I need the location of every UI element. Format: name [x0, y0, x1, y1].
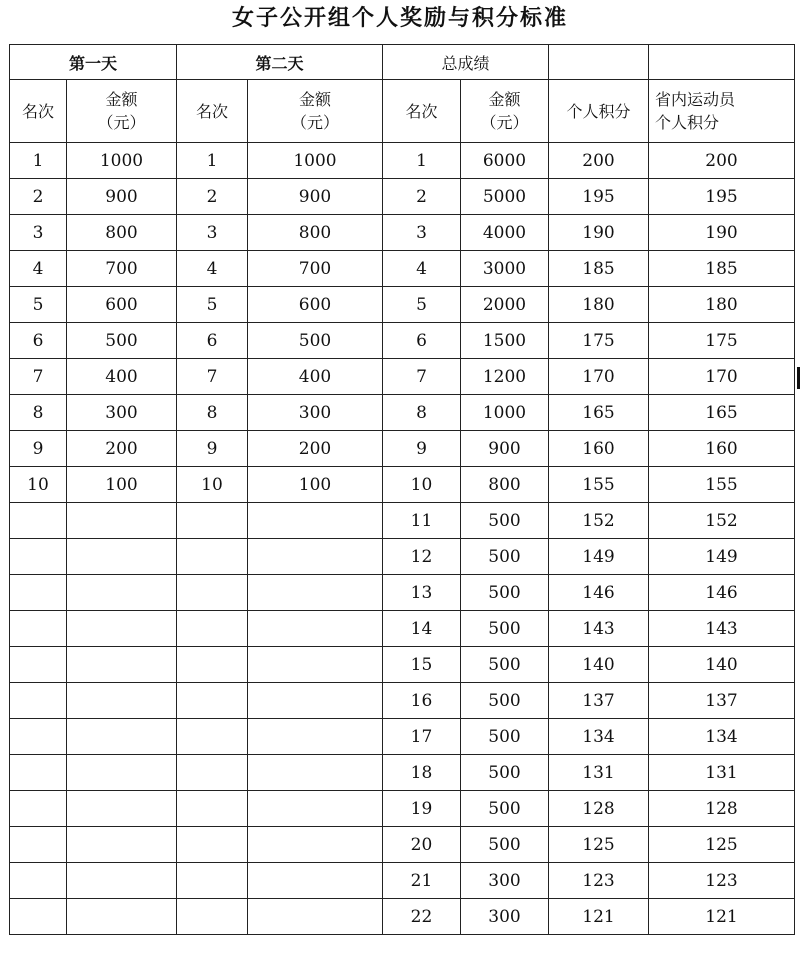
- table-row: [10, 719, 795, 755]
- day1-rank-cell: 5: [10, 287, 67, 323]
- day2-rank-cell: [177, 719, 248, 755]
- total-rank-cell: 17: [383, 719, 461, 755]
- empty-header-cell: [549, 45, 649, 80]
- day1-amount-cell: 300: [67, 395, 177, 431]
- points-cell: 149: [549, 539, 649, 575]
- total-amount-cell: 500: [461, 611, 549, 647]
- day2-amount-cell: 100: [248, 467, 383, 503]
- day1-amount-cell: 900: [67, 179, 177, 215]
- day1-amount-cell: [67, 683, 177, 719]
- total-rank-cell: 12: [383, 539, 461, 575]
- day1-rank-cell: [10, 503, 67, 539]
- day1-rank-cell: 8: [10, 395, 67, 431]
- day1-amount-cell: 800: [67, 215, 177, 251]
- day2-rank-cell: 8: [177, 395, 248, 431]
- provincial-points-cell: 121: [649, 899, 795, 935]
- provincial-points-cell: 131: [649, 755, 795, 791]
- day2-amount-cell: [248, 575, 383, 611]
- total-rank-cell: 8: [383, 395, 461, 431]
- total-rank-cell: 21: [383, 863, 461, 899]
- table-row: [10, 323, 795, 359]
- day2-rank-cell: 6: [177, 323, 248, 359]
- provincial-points-cell: 200: [649, 143, 795, 179]
- total-rank-cell: 3: [383, 215, 461, 251]
- header-row-group: [10, 45, 795, 80]
- total-rank-cell: 10: [383, 467, 461, 503]
- total-rank-cell: 22: [383, 899, 461, 935]
- points-cell: 140: [549, 647, 649, 683]
- points-cell: 137: [549, 683, 649, 719]
- table-row: [10, 287, 795, 323]
- day1-amount-cell: 100: [67, 467, 177, 503]
- day2-amount-cell: 200: [248, 431, 383, 467]
- total-amount-cell: 500: [461, 503, 549, 539]
- table-row: [10, 791, 795, 827]
- day1-amount-cell: [67, 827, 177, 863]
- day2-amount-cell: [248, 719, 383, 755]
- day2-rank-cell: [177, 899, 248, 935]
- day1-rank-cell: [10, 683, 67, 719]
- day2-amount-cell: 500: [248, 323, 383, 359]
- points-cell: 121: [549, 899, 649, 935]
- day1-amount-cell: 600: [67, 287, 177, 323]
- total-header: 总成绩: [383, 45, 549, 80]
- provincial-points-cell: 123: [649, 863, 795, 899]
- day1-rank-cell: [10, 863, 67, 899]
- total-amount-cell: 4000: [461, 215, 549, 251]
- day1-amount-cell: [67, 755, 177, 791]
- table-row: [10, 395, 795, 431]
- points-cell: 123: [549, 863, 649, 899]
- total-amount-cell: 900: [461, 431, 549, 467]
- total-amount-cell: 3000: [461, 251, 549, 287]
- total-amount-cell: 500: [461, 683, 549, 719]
- day1-amount-cell: [67, 647, 177, 683]
- table-row: [10, 575, 795, 611]
- table-row: [10, 683, 795, 719]
- total-amount-cell: 300: [461, 899, 549, 935]
- table-row: [10, 827, 795, 863]
- points-cell: 180: [549, 287, 649, 323]
- day2-amount-cell: [248, 827, 383, 863]
- day2-amount-cell: 900: [248, 179, 383, 215]
- total-rank-cell: 1: [383, 143, 461, 179]
- table-row: [10, 359, 795, 395]
- table-row: [10, 863, 795, 899]
- total-rank-cell: 16: [383, 683, 461, 719]
- day2-amount-cell: 700: [248, 251, 383, 287]
- day2-amount-cell: [248, 863, 383, 899]
- day2-amount-cell: [248, 683, 383, 719]
- day2-rank-cell: 9: [177, 431, 248, 467]
- day1-rank-cell: 10: [10, 467, 67, 503]
- total-rank-cell: 4: [383, 251, 461, 287]
- page-title: 女子公开组个人奖励与积分标准: [231, 6, 568, 31]
- day2-rank-cell: 1: [177, 143, 248, 179]
- total-amount-cell: 5000: [461, 179, 549, 215]
- provincial-points-cell: 134: [649, 719, 795, 755]
- day2-rank-cell: [177, 683, 248, 719]
- total-rank-cell: 9: [383, 431, 461, 467]
- provincial-points-cell: 185: [649, 251, 795, 287]
- day2-amount-cell: [248, 755, 383, 791]
- provincial-points-cell: 195: [649, 179, 795, 215]
- table-row: [10, 503, 795, 539]
- points-cell: 185: [549, 251, 649, 287]
- points-cell: 195: [549, 179, 649, 215]
- points-cell: 134: [549, 719, 649, 755]
- day2-rank-cell: [177, 539, 248, 575]
- points-cell: 160: [549, 431, 649, 467]
- day1-rank-cell: 4: [10, 251, 67, 287]
- total-amount-cell: 800: [461, 467, 549, 503]
- total-amount-cell: 500: [461, 791, 549, 827]
- day1-amount-cell: [67, 791, 177, 827]
- day2-amount-cell: 300: [248, 395, 383, 431]
- day1-rank-cell: [10, 719, 67, 755]
- total-rank-cell: 13: [383, 575, 461, 611]
- day1-rank-cell: 9: [10, 431, 67, 467]
- day2-rank-cell: [177, 791, 248, 827]
- provincial-points-cell: 137: [649, 683, 795, 719]
- table-row: [10, 251, 795, 287]
- day2-amount-cell: 1000: [248, 143, 383, 179]
- total-rank-cell: 15: [383, 647, 461, 683]
- total-amount-cell: 1200: [461, 359, 549, 395]
- day2-rank-cell: [177, 827, 248, 863]
- day1-rank-header: 名次: [10, 80, 67, 143]
- table-row: [10, 647, 795, 683]
- total-amount-cell: 6000: [461, 143, 549, 179]
- total-rank-cell: 14: [383, 611, 461, 647]
- day2-rank-cell: [177, 647, 248, 683]
- day1-rank-cell: [10, 755, 67, 791]
- provincial-points-cell: 175: [649, 323, 795, 359]
- day2-amount-cell: [248, 899, 383, 935]
- total-rank-cell: 7: [383, 359, 461, 395]
- day1-rank-cell: [10, 611, 67, 647]
- provincial-points-cell: 143: [649, 611, 795, 647]
- day1-amount-cell: [67, 899, 177, 935]
- day1-header: 第一天: [10, 45, 177, 80]
- points-cell: 155: [549, 467, 649, 503]
- table-row: [10, 179, 795, 215]
- empty-header-cell: [649, 45, 795, 80]
- table-row: [10, 755, 795, 791]
- header-row-columns: [10, 80, 795, 143]
- day2-amount-cell: [248, 539, 383, 575]
- provincial-points-cell: 155: [649, 467, 795, 503]
- total-rank-cell: 20: [383, 827, 461, 863]
- day2-amount-cell: [248, 647, 383, 683]
- provincial-points-cell: 140: [649, 647, 795, 683]
- day1-amount-cell: 500: [67, 323, 177, 359]
- day1-amount-cell: 400: [67, 359, 177, 395]
- total-rank-header: 名次: [383, 80, 461, 143]
- points-cell: 175: [549, 323, 649, 359]
- day2-amount-cell: [248, 503, 383, 539]
- provincial-points-cell: 146: [649, 575, 795, 611]
- day2-rank-cell: 7: [177, 359, 248, 395]
- day2-rank-cell: [177, 575, 248, 611]
- total-rank-cell: 11: [383, 503, 461, 539]
- day2-rank-cell: [177, 755, 248, 791]
- table-row: [10, 899, 795, 935]
- day2-rank-cell: [177, 611, 248, 647]
- points-cell: 170: [549, 359, 649, 395]
- points-cell: 165: [549, 395, 649, 431]
- day1-amount-cell: [67, 719, 177, 755]
- day2-amount-cell: 400: [248, 359, 383, 395]
- provincial-points-cell: 170: [649, 359, 795, 395]
- day2-rank-cell: 5: [177, 287, 248, 323]
- day2-amount-cell: [248, 611, 383, 647]
- day2-rank-cell: 2: [177, 179, 248, 215]
- total-amount-cell: 500: [461, 719, 549, 755]
- day1-amount-cell: 1000: [67, 143, 177, 179]
- table-row: [10, 467, 795, 503]
- table-row: [10, 215, 795, 251]
- total-amount-cell: 500: [461, 827, 549, 863]
- day1-amount-cell: [67, 539, 177, 575]
- day2-rank-header: 名次: [177, 80, 248, 143]
- provincial-points-cell: 125: [649, 827, 795, 863]
- day1-amount-cell: [67, 575, 177, 611]
- day1-rank-cell: [10, 791, 67, 827]
- points-header: 个人积分: [549, 80, 649, 143]
- total-rank-cell: 6: [383, 323, 461, 359]
- day2-rank-cell: 3: [177, 215, 248, 251]
- day2-amount-cell: [248, 791, 383, 827]
- award-points-table: [9, 44, 795, 935]
- total-amount-cell: 500: [461, 539, 549, 575]
- day1-amount-cell: [67, 503, 177, 539]
- day1-rank-cell: 2: [10, 179, 67, 215]
- points-cell: 190: [549, 215, 649, 251]
- points-cell: 131: [549, 755, 649, 791]
- total-amount-cell: 300: [461, 863, 549, 899]
- day1-amount-cell: 200: [67, 431, 177, 467]
- provincial-points-cell: 190: [649, 215, 795, 251]
- day1-rank-cell: 1: [10, 143, 67, 179]
- day1-rank-cell: 3: [10, 215, 67, 251]
- provincial-points-cell: 128: [649, 791, 795, 827]
- day1-amount-cell: [67, 611, 177, 647]
- day1-rank-cell: [10, 647, 67, 683]
- total-rank-cell: 18: [383, 755, 461, 791]
- day1-rank-cell: [10, 899, 67, 935]
- points-cell: 146: [549, 575, 649, 611]
- table-row: [10, 539, 795, 575]
- points-cell: 143: [549, 611, 649, 647]
- provincial-points-cell: 160: [649, 431, 795, 467]
- total-amount-cell: 1000: [461, 395, 549, 431]
- table-row: [10, 143, 795, 179]
- day2-amount-header: 金额 （元）: [248, 80, 383, 143]
- day2-header: 第二天: [177, 45, 383, 80]
- total-amount-cell: 500: [461, 647, 549, 683]
- day2-amount-cell: 600: [248, 287, 383, 323]
- provincial-points-header: 省内运动员 个人积分: [649, 80, 795, 143]
- table-row: [10, 431, 795, 467]
- total-rank-cell: 5: [383, 287, 461, 323]
- day2-rank-cell: [177, 503, 248, 539]
- day2-rank-cell: [177, 863, 248, 899]
- provincial-points-cell: 152: [649, 503, 795, 539]
- points-cell: 125: [549, 827, 649, 863]
- day1-rank-cell: [10, 575, 67, 611]
- day1-amount-cell: 700: [67, 251, 177, 287]
- day1-rank-cell: 6: [10, 323, 67, 359]
- provincial-points-cell: 149: [649, 539, 795, 575]
- total-amount-cell: 1500: [461, 323, 549, 359]
- provincial-points-cell: 180: [649, 287, 795, 323]
- total-rank-cell: 19: [383, 791, 461, 827]
- total-rank-cell: 2: [383, 179, 461, 215]
- day1-rank-cell: [10, 539, 67, 575]
- table-row: [10, 611, 795, 647]
- points-cell: 200: [549, 143, 649, 179]
- day1-rank-cell: [10, 827, 67, 863]
- provincial-points-cell: 165: [649, 395, 795, 431]
- total-amount-cell: 500: [461, 575, 549, 611]
- day2-amount-cell: 800: [248, 215, 383, 251]
- day1-rank-cell: 7: [10, 359, 67, 395]
- day2-rank-cell: 4: [177, 251, 248, 287]
- day1-amount-header: 金额 （元）: [67, 80, 177, 143]
- points-cell: 128: [549, 791, 649, 827]
- day1-amount-cell: [67, 863, 177, 899]
- total-amount-header: 金额 （元）: [461, 80, 549, 143]
- total-amount-cell: 500: [461, 755, 549, 791]
- day2-rank-cell: 10: [177, 467, 248, 503]
- total-amount-cell: 2000: [461, 287, 549, 323]
- points-cell: 152: [549, 503, 649, 539]
